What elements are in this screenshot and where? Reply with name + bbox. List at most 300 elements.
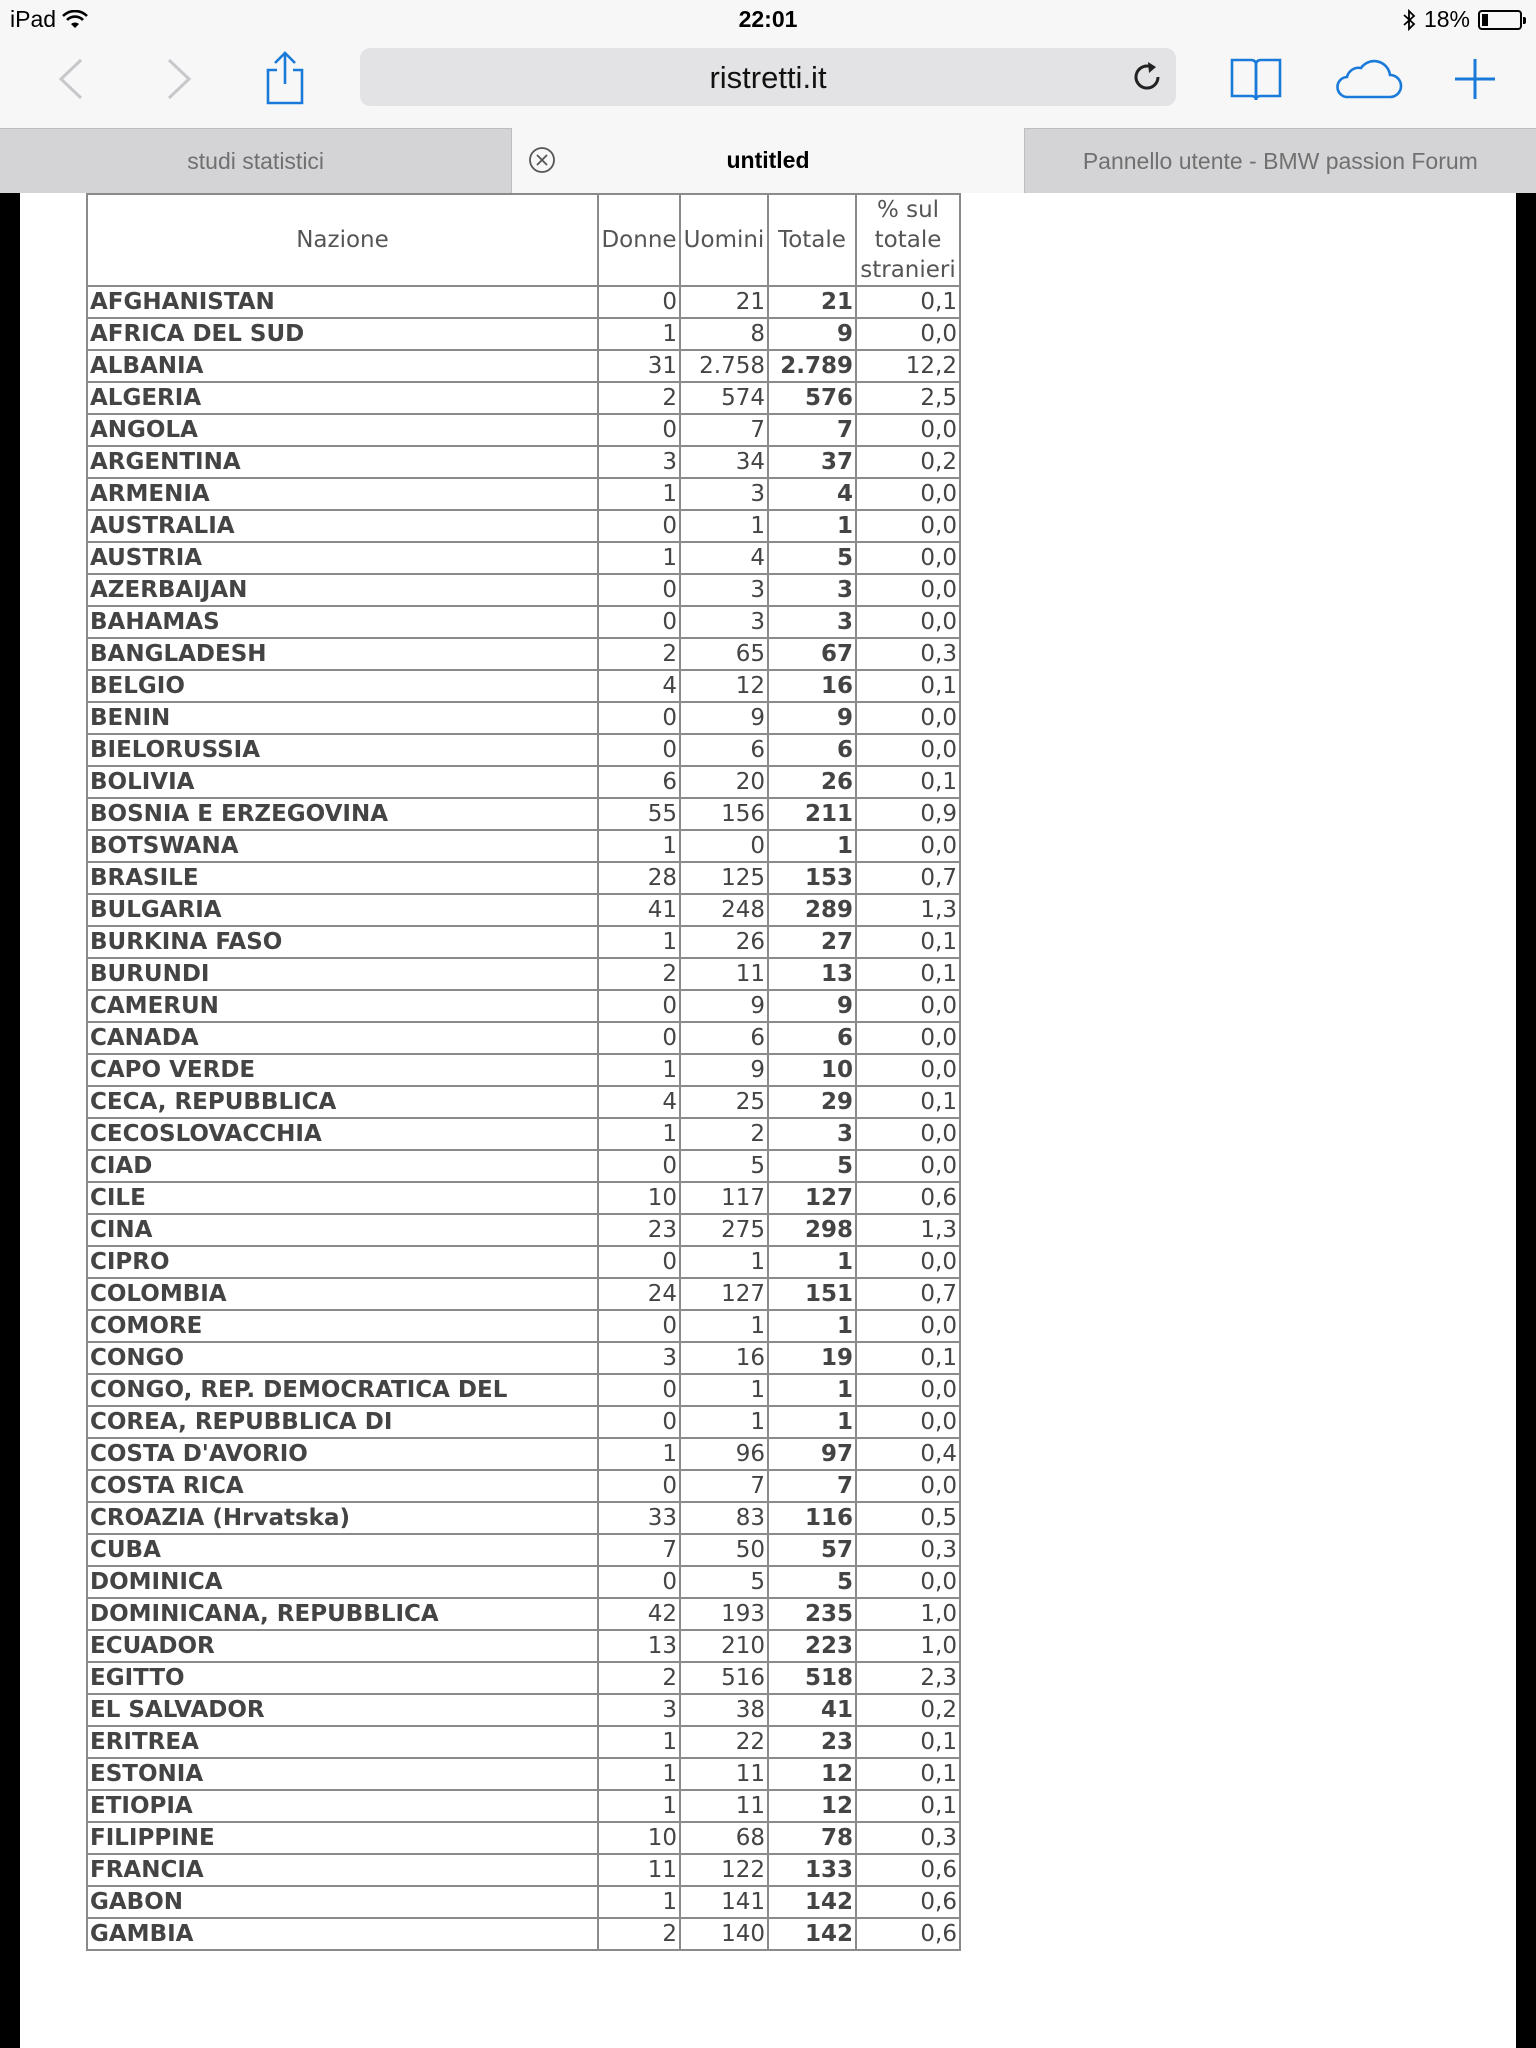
cell-nation: COSTA D'AVORIO — [87, 1438, 598, 1470]
cell-men: 7 — [680, 414, 768, 446]
cell-percent: 0,0 — [856, 1246, 960, 1278]
cell-women: 0 — [598, 606, 680, 638]
cell-total: 41 — [768, 1694, 856, 1726]
cell-men: 125 — [680, 862, 768, 894]
cell-men: 1 — [680, 1406, 768, 1438]
status-bar — [0, 0, 1536, 40]
cell-men: 2 — [680, 1118, 768, 1150]
table-row — [87, 830, 960, 862]
tab-label: studi statistici — [187, 147, 325, 174]
cell-percent: 2,5 — [856, 382, 960, 414]
cell-women: 10 — [598, 1182, 680, 1214]
cell-women: 2 — [598, 1662, 680, 1694]
cell-women: 6 — [598, 766, 680, 798]
cell-nation: BELGIO — [87, 670, 598, 702]
cell-nation: GAMBIA — [87, 1918, 598, 1950]
cell-percent: 0,0 — [856, 1406, 960, 1438]
cell-nation: BENIN — [87, 702, 598, 734]
cell-nation: ARGENTINA — [87, 446, 598, 478]
tab-bmw-forum[interactable] — [1025, 128, 1536, 193]
cell-women: 24 — [598, 1278, 680, 1310]
table-row — [87, 510, 960, 542]
table-row — [87, 702, 960, 734]
chevron-left-icon — [55, 56, 85, 102]
cell-women: 23 — [598, 1214, 680, 1246]
cell-women: 0 — [598, 702, 680, 734]
cell-percent: 1,3 — [856, 1214, 960, 1246]
table-row — [87, 542, 960, 574]
cell-percent: 0,1 — [856, 1086, 960, 1118]
cell-men: 34 — [680, 446, 768, 478]
cell-men: 117 — [680, 1182, 768, 1214]
cell-women: 33 — [598, 1502, 680, 1534]
cell-total: 9 — [768, 702, 856, 734]
cell-men: 516 — [680, 1662, 768, 1694]
cell-nation: COSTA RICA — [87, 1470, 598, 1502]
cell-women: 1 — [598, 1054, 680, 1086]
cell-percent: 0,0 — [856, 830, 960, 862]
cell-men: 141 — [680, 1886, 768, 1918]
chevron-right-icon — [165, 56, 195, 102]
cell-nation: DOMINICANA, REPUBBLICA — [87, 1598, 598, 1630]
table-row — [87, 1150, 960, 1182]
cell-women: 0 — [598, 1310, 680, 1342]
cell-nation: BRASILE — [87, 862, 598, 894]
cell-women: 1 — [598, 926, 680, 958]
table-row — [87, 798, 960, 830]
cell-women: 1 — [598, 1790, 680, 1822]
cell-percent: 0,1 — [856, 958, 960, 990]
cell-women: 0 — [598, 1406, 680, 1438]
cell-total: 1 — [768, 510, 856, 542]
cell-nation: CILE — [87, 1182, 598, 1214]
reload-icon — [1130, 60, 1164, 94]
table-row — [87, 1118, 960, 1150]
page-edge-right — [1516, 193, 1536, 2048]
table-body — [87, 286, 960, 1950]
cell-men: 0 — [680, 830, 768, 862]
cell-men: 4 — [680, 542, 768, 574]
header-men: Uomini — [680, 194, 768, 286]
cell-women: 31 — [598, 350, 680, 382]
cell-total: 12 — [768, 1790, 856, 1822]
cell-percent: 0,9 — [856, 798, 960, 830]
cell-nation: CIAD — [87, 1150, 598, 1182]
cell-women: 0 — [598, 1246, 680, 1278]
cell-men: 275 — [680, 1214, 768, 1246]
tab-label: untitled — [726, 147, 810, 173]
cell-men: 50 — [680, 1534, 768, 1566]
cell-men: 25 — [680, 1086, 768, 1118]
header-women: Donne — [598, 194, 680, 286]
cell-nation: ETIOPIA — [87, 1790, 598, 1822]
cell-men: 68 — [680, 1822, 768, 1854]
cell-total: 151 — [768, 1278, 856, 1310]
cell-men: 9 — [680, 1054, 768, 1086]
cell-men: 9 — [680, 702, 768, 734]
cell-women: 0 — [598, 1374, 680, 1406]
cell-percent: 0,1 — [856, 926, 960, 958]
cell-nation: BURUNDI — [87, 958, 598, 990]
plus-icon — [1453, 57, 1497, 101]
cell-percent: 0,0 — [856, 542, 960, 574]
cell-total: 289 — [768, 894, 856, 926]
cell-nation: COMORE — [87, 1310, 598, 1342]
table-row — [87, 894, 960, 926]
cell-women: 3 — [598, 446, 680, 478]
cell-percent: 0,6 — [856, 1854, 960, 1886]
cell-total: 7 — [768, 1470, 856, 1502]
cell-total: 142 — [768, 1886, 856, 1918]
cell-women: 42 — [598, 1598, 680, 1630]
forward-button[interactable] — [160, 54, 200, 104]
table-row — [87, 606, 960, 638]
cell-total: 26 — [768, 766, 856, 798]
cell-total: 298 — [768, 1214, 856, 1246]
table-row — [87, 862, 960, 894]
close-tab-button[interactable] — [528, 146, 556, 180]
table-row — [87, 1214, 960, 1246]
bookmarks-button[interactable] — [1228, 54, 1284, 104]
cell-men: 1 — [680, 1310, 768, 1342]
cell-women: 0 — [598, 510, 680, 542]
table-row — [87, 350, 960, 382]
cell-men: 96 — [680, 1438, 768, 1470]
cell-women: 7 — [598, 1534, 680, 1566]
table-row — [87, 734, 960, 766]
tab-untitled[interactable] — [512, 128, 1024, 193]
cell-percent: 1,3 — [856, 894, 960, 926]
cell-nation: CONGO — [87, 1342, 598, 1374]
table-row — [87, 958, 960, 990]
cell-nation: BANGLADESH — [87, 638, 598, 670]
table-row — [87, 990, 960, 1022]
device-label: iPad — [10, 6, 57, 32]
table-row — [87, 1854, 960, 1886]
cell-total: 78 — [768, 1822, 856, 1854]
cell-nation: EL SALVADOR — [87, 1694, 598, 1726]
cell-total: 97 — [768, 1438, 856, 1470]
table-row — [87, 318, 960, 350]
table-row — [87, 1086, 960, 1118]
cell-women: 0 — [598, 990, 680, 1022]
cell-nation: ALBANIA — [87, 350, 598, 382]
bluetooth-icon — [1402, 9, 1416, 31]
table-row — [87, 1598, 960, 1630]
cell-women: 55 — [598, 798, 680, 830]
table-row — [87, 1278, 960, 1310]
cell-percent: 0,2 — [856, 446, 960, 478]
cell-percent: 0,0 — [856, 1566, 960, 1598]
cell-women: 28 — [598, 862, 680, 894]
cell-total: 133 — [768, 1854, 856, 1886]
cell-total: 116 — [768, 1502, 856, 1534]
cell-total: 1 — [768, 1406, 856, 1438]
cell-percent: 0,6 — [856, 1182, 960, 1214]
cell-women: 0 — [598, 1150, 680, 1182]
cell-percent: 0,1 — [856, 670, 960, 702]
cell-percent: 0,0 — [856, 1470, 960, 1502]
cell-men: 5 — [680, 1150, 768, 1182]
back-button[interactable] — [50, 54, 90, 104]
cell-women: 0 — [598, 286, 680, 318]
book-icon — [1229, 56, 1283, 102]
battery-percent: 18% — [1423, 6, 1470, 32]
cell-percent: 0,0 — [856, 1118, 960, 1150]
cell-men: 9 — [680, 990, 768, 1022]
cell-men: 122 — [680, 1854, 768, 1886]
header-nation: Nazione — [87, 194, 598, 286]
cell-percent: 12,2 — [856, 350, 960, 382]
cell-percent: 0,1 — [856, 1790, 960, 1822]
cell-percent: 0,0 — [856, 574, 960, 606]
cell-nation: ECUADOR — [87, 1630, 598, 1662]
cell-percent: 0,2 — [856, 1694, 960, 1726]
cell-women: 3 — [598, 1342, 680, 1374]
share-icon — [263, 50, 307, 106]
table-row — [87, 1662, 960, 1694]
new-tab-button[interactable] — [1450, 54, 1500, 104]
cell-total: 1 — [768, 830, 856, 862]
cell-percent: 2,3 — [856, 1662, 960, 1694]
close-icon — [528, 146, 556, 174]
cell-total: 57 — [768, 1534, 856, 1566]
cell-women: 2 — [598, 382, 680, 414]
cell-percent: 0,1 — [856, 286, 960, 318]
cell-men: 8 — [680, 318, 768, 350]
cell-total: 127 — [768, 1182, 856, 1214]
cell-total: 518 — [768, 1662, 856, 1694]
header-percent — [856, 194, 960, 286]
cell-total: 5 — [768, 1150, 856, 1182]
table-row — [87, 638, 960, 670]
share-button[interactable] — [260, 50, 310, 106]
table-row — [87, 1022, 960, 1054]
cell-women: 0 — [598, 1022, 680, 1054]
cell-percent: 0,0 — [856, 606, 960, 638]
table-row — [87, 926, 960, 958]
cell-men: 21 — [680, 286, 768, 318]
cell-percent: 0,0 — [856, 318, 960, 350]
cell-nation: BOLIVIA — [87, 766, 598, 798]
table-header-row — [87, 194, 960, 286]
cell-total: 4 — [768, 478, 856, 510]
cell-women: 1 — [598, 542, 680, 574]
cell-women: 10 — [598, 1822, 680, 1854]
cell-nation: AUSTRALIA — [87, 510, 598, 542]
table-row — [87, 1470, 960, 1502]
cell-women: 2 — [598, 1918, 680, 1950]
cell-percent: 0,0 — [856, 1150, 960, 1182]
cell-total: 211 — [768, 798, 856, 830]
cell-nation: BULGARIA — [87, 894, 598, 926]
cell-total: 6 — [768, 1022, 856, 1054]
cell-percent: 0,0 — [856, 478, 960, 510]
cell-women: 4 — [598, 1086, 680, 1118]
cell-total: 13 — [768, 958, 856, 990]
cell-women: 1 — [598, 1726, 680, 1758]
cell-total: 235 — [768, 1598, 856, 1630]
cell-percent: 0,6 — [856, 1886, 960, 1918]
cell-men: 140 — [680, 1918, 768, 1950]
cell-nation: CECA, REPUBBLICA — [87, 1086, 598, 1118]
cell-women: 1 — [598, 318, 680, 350]
cell-men: 38 — [680, 1694, 768, 1726]
cell-total: 10 — [768, 1054, 856, 1086]
cell-nation: AUSTRIA — [87, 542, 598, 574]
cell-men: 1 — [680, 1374, 768, 1406]
cell-nation: FRANCIA — [87, 1854, 598, 1886]
cell-total: 27 — [768, 926, 856, 958]
cell-nation: CINA — [87, 1214, 598, 1246]
table-row — [87, 1246, 960, 1278]
cell-nation: CUBA — [87, 1534, 598, 1566]
battery-icon — [1478, 10, 1522, 30]
cell-women: 1 — [598, 478, 680, 510]
cell-men: 7 — [680, 1470, 768, 1502]
cell-women: 1 — [598, 1118, 680, 1150]
table-row — [87, 670, 960, 702]
cell-total: 153 — [768, 862, 856, 894]
table-row — [87, 1182, 960, 1214]
web-content[interactable] — [0, 193, 1536, 2048]
cell-men: 1 — [680, 1246, 768, 1278]
cell-nation: COLOMBIA — [87, 1278, 598, 1310]
cell-nation: EGITTO — [87, 1662, 598, 1694]
table-row — [87, 1534, 960, 1566]
cell-nation: AZERBAIJAN — [87, 574, 598, 606]
table-row — [87, 1758, 960, 1790]
cell-percent: 0,7 — [856, 862, 960, 894]
cell-men: 2.758 — [680, 350, 768, 382]
browser-toolbar — [0, 40, 1536, 128]
table-row — [87, 1918, 960, 1950]
table-row — [87, 1694, 960, 1726]
cell-total: 576 — [768, 382, 856, 414]
cell-men: 3 — [680, 606, 768, 638]
cell-women: 0 — [598, 414, 680, 446]
table-row — [87, 766, 960, 798]
cell-total: 21 — [768, 286, 856, 318]
cell-percent: 0,5 — [856, 1502, 960, 1534]
cell-women: 11 — [598, 1854, 680, 1886]
cell-nation: ERITREA — [87, 1726, 598, 1758]
cell-men: 11 — [680, 1758, 768, 1790]
table-row — [87, 1310, 960, 1342]
cell-total: 3 — [768, 606, 856, 638]
cell-percent: 0,3 — [856, 1822, 960, 1854]
cell-percent: 0,4 — [856, 1438, 960, 1470]
cell-men: 26 — [680, 926, 768, 958]
table-row — [87, 446, 960, 478]
cell-total: 9 — [768, 990, 856, 1022]
cell-nation: ALGERIA — [87, 382, 598, 414]
table-row — [87, 414, 960, 446]
cell-men: 193 — [680, 1598, 768, 1630]
cell-nation: BAHAMAS — [87, 606, 598, 638]
cell-men: 3 — [680, 478, 768, 510]
cell-nation: BOSNIA E ERZEGOVINA — [87, 798, 598, 830]
cell-men: 11 — [680, 1790, 768, 1822]
cell-men: 83 — [680, 1502, 768, 1534]
table-row — [87, 1630, 960, 1662]
cell-men: 3 — [680, 574, 768, 606]
header-percent-text: % sul totale stranieri — [860, 197, 956, 283]
cell-total: 16 — [768, 670, 856, 702]
cell-total: 3 — [768, 574, 856, 606]
cell-men: 11 — [680, 958, 768, 990]
cell-percent: 0,3 — [856, 1534, 960, 1566]
cell-men: 12 — [680, 670, 768, 702]
url-text: ristretti.it — [709, 60, 827, 95]
cell-percent: 0,7 — [856, 1278, 960, 1310]
table-row — [87, 1726, 960, 1758]
cell-men: 574 — [680, 382, 768, 414]
cell-percent: 0,1 — [856, 1726, 960, 1758]
cell-total: 7 — [768, 414, 856, 446]
cell-nation: CANADA — [87, 1022, 598, 1054]
table-row — [87, 1054, 960, 1086]
cell-men: 6 — [680, 1022, 768, 1054]
tab-label: Pannello utente - BMW passion Forum — [1082, 147, 1478, 174]
cell-nation: GABON — [87, 1886, 598, 1918]
cell-percent: 0,0 — [856, 990, 960, 1022]
cell-women: 0 — [598, 1566, 680, 1598]
cell-total: 37 — [768, 446, 856, 478]
cell-women: 0 — [598, 1470, 680, 1502]
cell-total: 19 — [768, 1342, 856, 1374]
cell-women: 1 — [598, 830, 680, 862]
cell-percent: 0,0 — [856, 1310, 960, 1342]
cell-women: 0 — [598, 574, 680, 606]
cell-nation: FILIPPINE — [87, 1822, 598, 1854]
table-row — [87, 382, 960, 414]
cell-total: 29 — [768, 1086, 856, 1118]
cell-women: 1 — [598, 1758, 680, 1790]
cell-nation: CROAZIA (Hrvatska) — [87, 1502, 598, 1534]
reload-button[interactable] — [1130, 60, 1164, 102]
cell-percent: 0,3 — [856, 638, 960, 670]
cell-men: 5 — [680, 1566, 768, 1598]
cell-nation: COREA, REPUBBLICA DI — [87, 1406, 598, 1438]
cell-total: 67 — [768, 638, 856, 670]
cell-men: 16 — [680, 1342, 768, 1374]
cell-nation: CONGO, REP. DEMOCRATICA DEL — [87, 1374, 598, 1406]
cell-nation: CIPRO — [87, 1246, 598, 1278]
cell-percent: 0,0 — [856, 414, 960, 446]
icloud-tabs-button[interactable] — [1334, 56, 1404, 102]
cell-total: 6 — [768, 734, 856, 766]
cell-total: 5 — [768, 542, 856, 574]
cell-total: 142 — [768, 1918, 856, 1950]
cell-women: 1 — [598, 1438, 680, 1470]
cell-percent: 0,0 — [856, 1374, 960, 1406]
cell-nation: CECOSLOVACCHIA — [87, 1118, 598, 1150]
table-row — [87, 1374, 960, 1406]
cell-women: 1 — [598, 1886, 680, 1918]
tab-studi-statistici[interactable] — [0, 128, 512, 193]
address-bar[interactable] — [360, 48, 1176, 106]
table-row — [87, 1790, 960, 1822]
table-row — [87, 286, 960, 318]
cell-women: 4 — [598, 670, 680, 702]
cell-men: 65 — [680, 638, 768, 670]
tab-bar — [0, 128, 1536, 193]
cell-percent: 0,0 — [856, 702, 960, 734]
table-row — [87, 1502, 960, 1534]
table-row — [87, 1822, 960, 1854]
cell-women: 2 — [598, 958, 680, 990]
